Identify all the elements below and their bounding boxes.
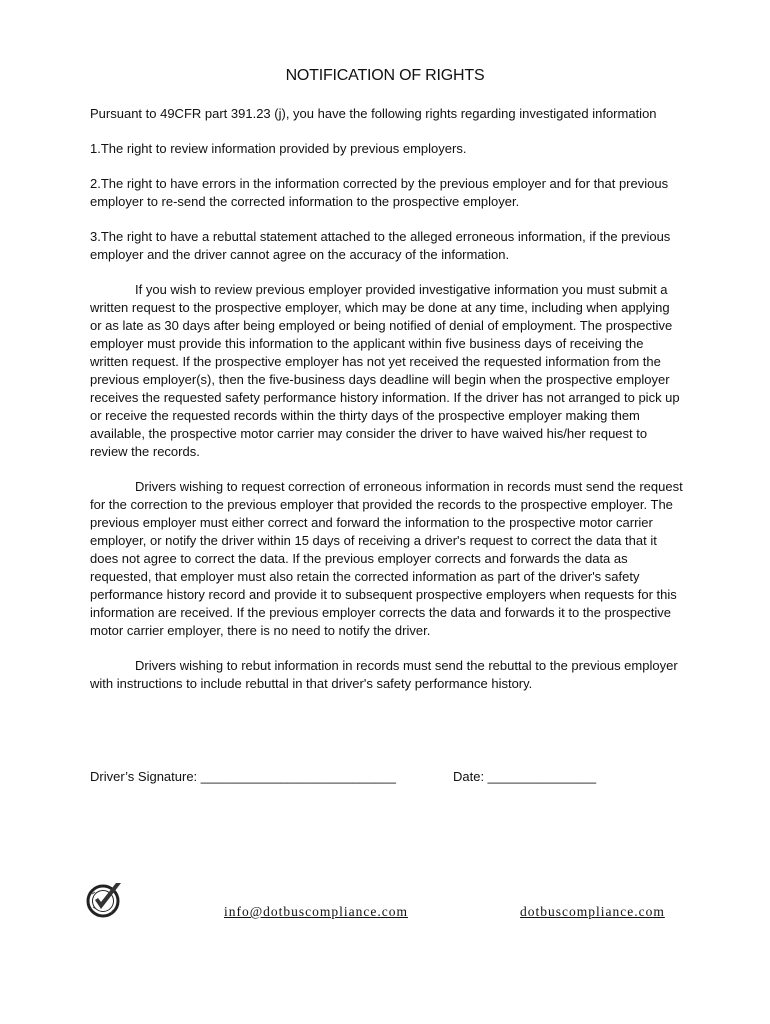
right-item-2: 2.The right to have errors in the information corrected by the previous employer and for that previous employer to re-send the corrected information to the prospective employer. xyxy=(90,176,669,209)
email-link[interactable]: info@dotbuscompliance.com xyxy=(224,904,409,919)
correction-paragraph: Drivers wishing to request correction of erroneous information in records must send the request for the correction to the previous employer that provided the records to the prospective employer. The previous employer must either correct and forward the information to the prospective motor carrier employer, or notify the driver within 15 days of receiving a driver's request to correct the data that it does not agree to correct the data. If the previous employer corrects and forwards the data as requested, that employer must also retain the corrected information as part of the driver's safety performance history record and provide it to subsequent prospective employers when requests for this information are received. If the previous employer corrects the data and forwards it to the prospective motor carrier employer, there is no need to notify the driver. xyxy=(90,479,683,638)
right-item-1: 1.The right to review information provided by previous employers. xyxy=(90,141,467,156)
intro-paragraph: Pursuant to 49CFR part 391.23 (j), you have the following rights regarding investigated information xyxy=(90,106,657,121)
website-link[interactable]: dotbuscompliance.com xyxy=(520,904,665,919)
rebuttal-paragraph: Drivers wishing to rebut information in records must send the rebuttal to the previous employer with instructions to include rebuttal in that driver's safety performance history. xyxy=(90,658,678,691)
page-title: NOTIFICATION OF RIGHTS xyxy=(285,67,485,84)
signature-section xyxy=(90,768,690,786)
date-field[interactable]: Date: _______________ xyxy=(453,769,597,784)
driver-signature-field[interactable]: Driver’s Signature: ___________________________ xyxy=(90,769,396,784)
right-item-3: 3.The right to have a rebuttal statement attached to the alleged erroneous information, if the previous employer and the driver cannot agree on the accuracy of the information. xyxy=(90,229,671,262)
review-paragraph: If you wish to review previous employer provided investigative information you must submit a written request to the prospective employer, which may be done at any time, including when applying or as late as 30 days after being employed or being notified of denial of employment. The prospective employer must provide this information to the applicant within five business days of receiving the written request. If the prospective employer has not yet received the requested information from the previous employer(s), then the five-business days deadline will begin when the prospective employer receives the requested safety performance history information. If the driver has not arranged to pick up or receive the requested records within the thirty days of the prospective employer making them available, the prospective motor carrier may consider the driver to have waived his/her request to review the records. xyxy=(90,282,680,459)
document-body xyxy=(90,105,684,710)
checkmark-seal-logo xyxy=(86,880,124,918)
